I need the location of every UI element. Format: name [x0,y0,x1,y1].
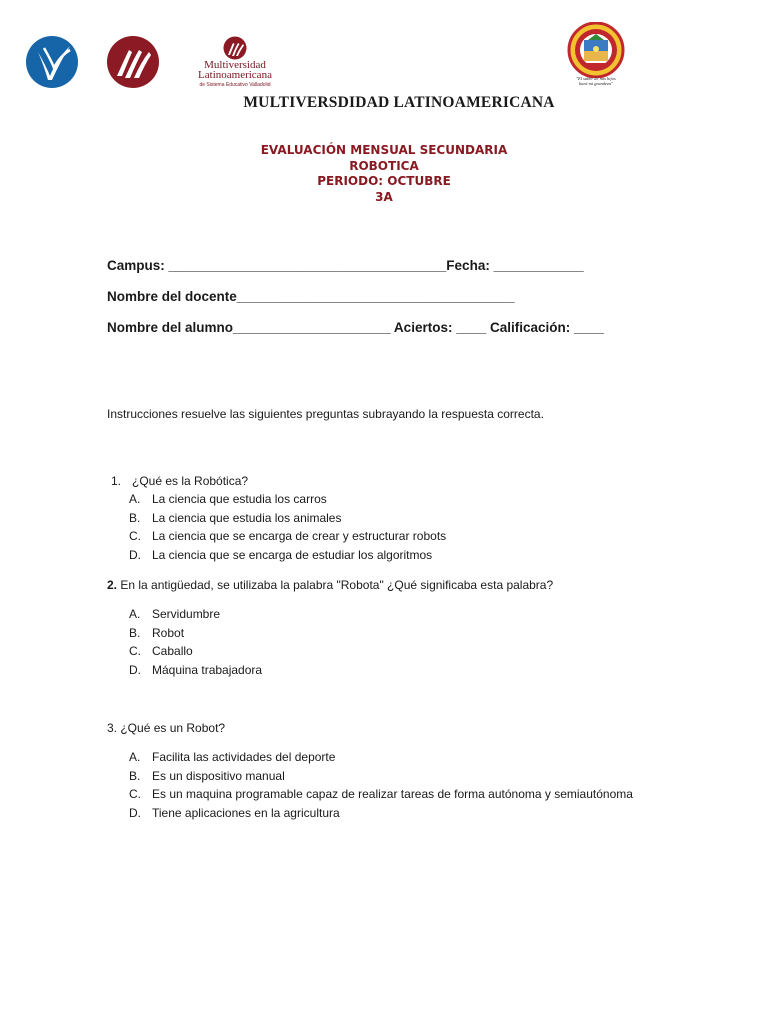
blue-v-logo [26,36,78,88]
option-a: A. Servidumbre [129,607,221,621]
question-2 [107,578,553,592]
option-c: C. Caballo [129,644,193,659]
option-d: D. La ciencia que se encarga de estudiar los algoritmos [129,547,433,562]
logo-text-latinoamericana: Latinoamericana [198,69,272,81]
question-number: 3. [107,721,118,735]
student-name-score-line: Nombre del alumno_____________________ Aciertos: ____ Calificación: ____ [107,320,605,335]
question-1-options [129,490,446,564]
header-line-subject: ROBOTICA [349,158,419,173]
header-line-evaluation: EVALUACIÓN MENSUAL SECUNDARIA [260,143,508,157]
question-3 [107,721,225,735]
evaluation-header [0,143,768,205]
option-c: C. La ciencia que se encarga de crear y estructurar robots [129,529,447,544]
logo-text-multiversidad: Multiversidad [204,59,266,71]
option-a: A. La ciencia que estudia los carros [129,492,327,506]
option-c: C. Es un maquina programable capaz de realizar tareas de forma autónoma y semiautónoma [129,787,633,802]
university-title: MULTIVERSDIDAD LATINOAMERICANA [243,94,555,111]
option-b: B. Robot [129,625,185,640]
question-text: ¿Qué es un Robot? [117,721,226,735]
question-1 [111,474,248,488]
logo-text-subtitle: de Sistema Educativo Valladolid [199,82,271,88]
red-m-logo [107,36,159,88]
question-2-options [129,605,262,679]
multiversidad-logo [183,36,287,90]
teacher-name-line: Nombre del docente_____________________________________ [107,289,515,304]
question-text: En la antigüedad, se utilizaba la palabra "Robota" ¿Qué significaba esta palabra? [117,578,554,592]
header-line-period: PERIODO: OCTUBRE [317,174,451,188]
header-line-group: 3A [375,189,393,204]
option-d: D. Tiene aplicaciones en la agricultura [129,805,340,820]
campus-date-line: Campus: _____________________________________Fecha: ____________ [107,258,584,273]
school-seal [566,22,626,96]
option-b: B. La ciencia que estudia los animales [129,510,342,525]
question-number: 2. [107,578,118,592]
question-3-options [129,748,633,822]
option-a: A. Facilita las actividades del deporte [129,750,336,764]
question-text: ¿Qué es la Robótica? [132,474,249,488]
multiversidad-emblem-icon [222,36,248,60]
question-number: 1. [111,474,122,488]
seal-motto: "El saber de mis hijos hará mi grandeza" [576,76,616,86]
option-d: D. Máquina trabajadora [129,662,263,677]
option-b: B. Es un dispositivo manual [129,768,285,783]
instructions: Instrucciones resuelve las siguientes preguntas subrayando la respuesta correcta. [107,407,544,421]
